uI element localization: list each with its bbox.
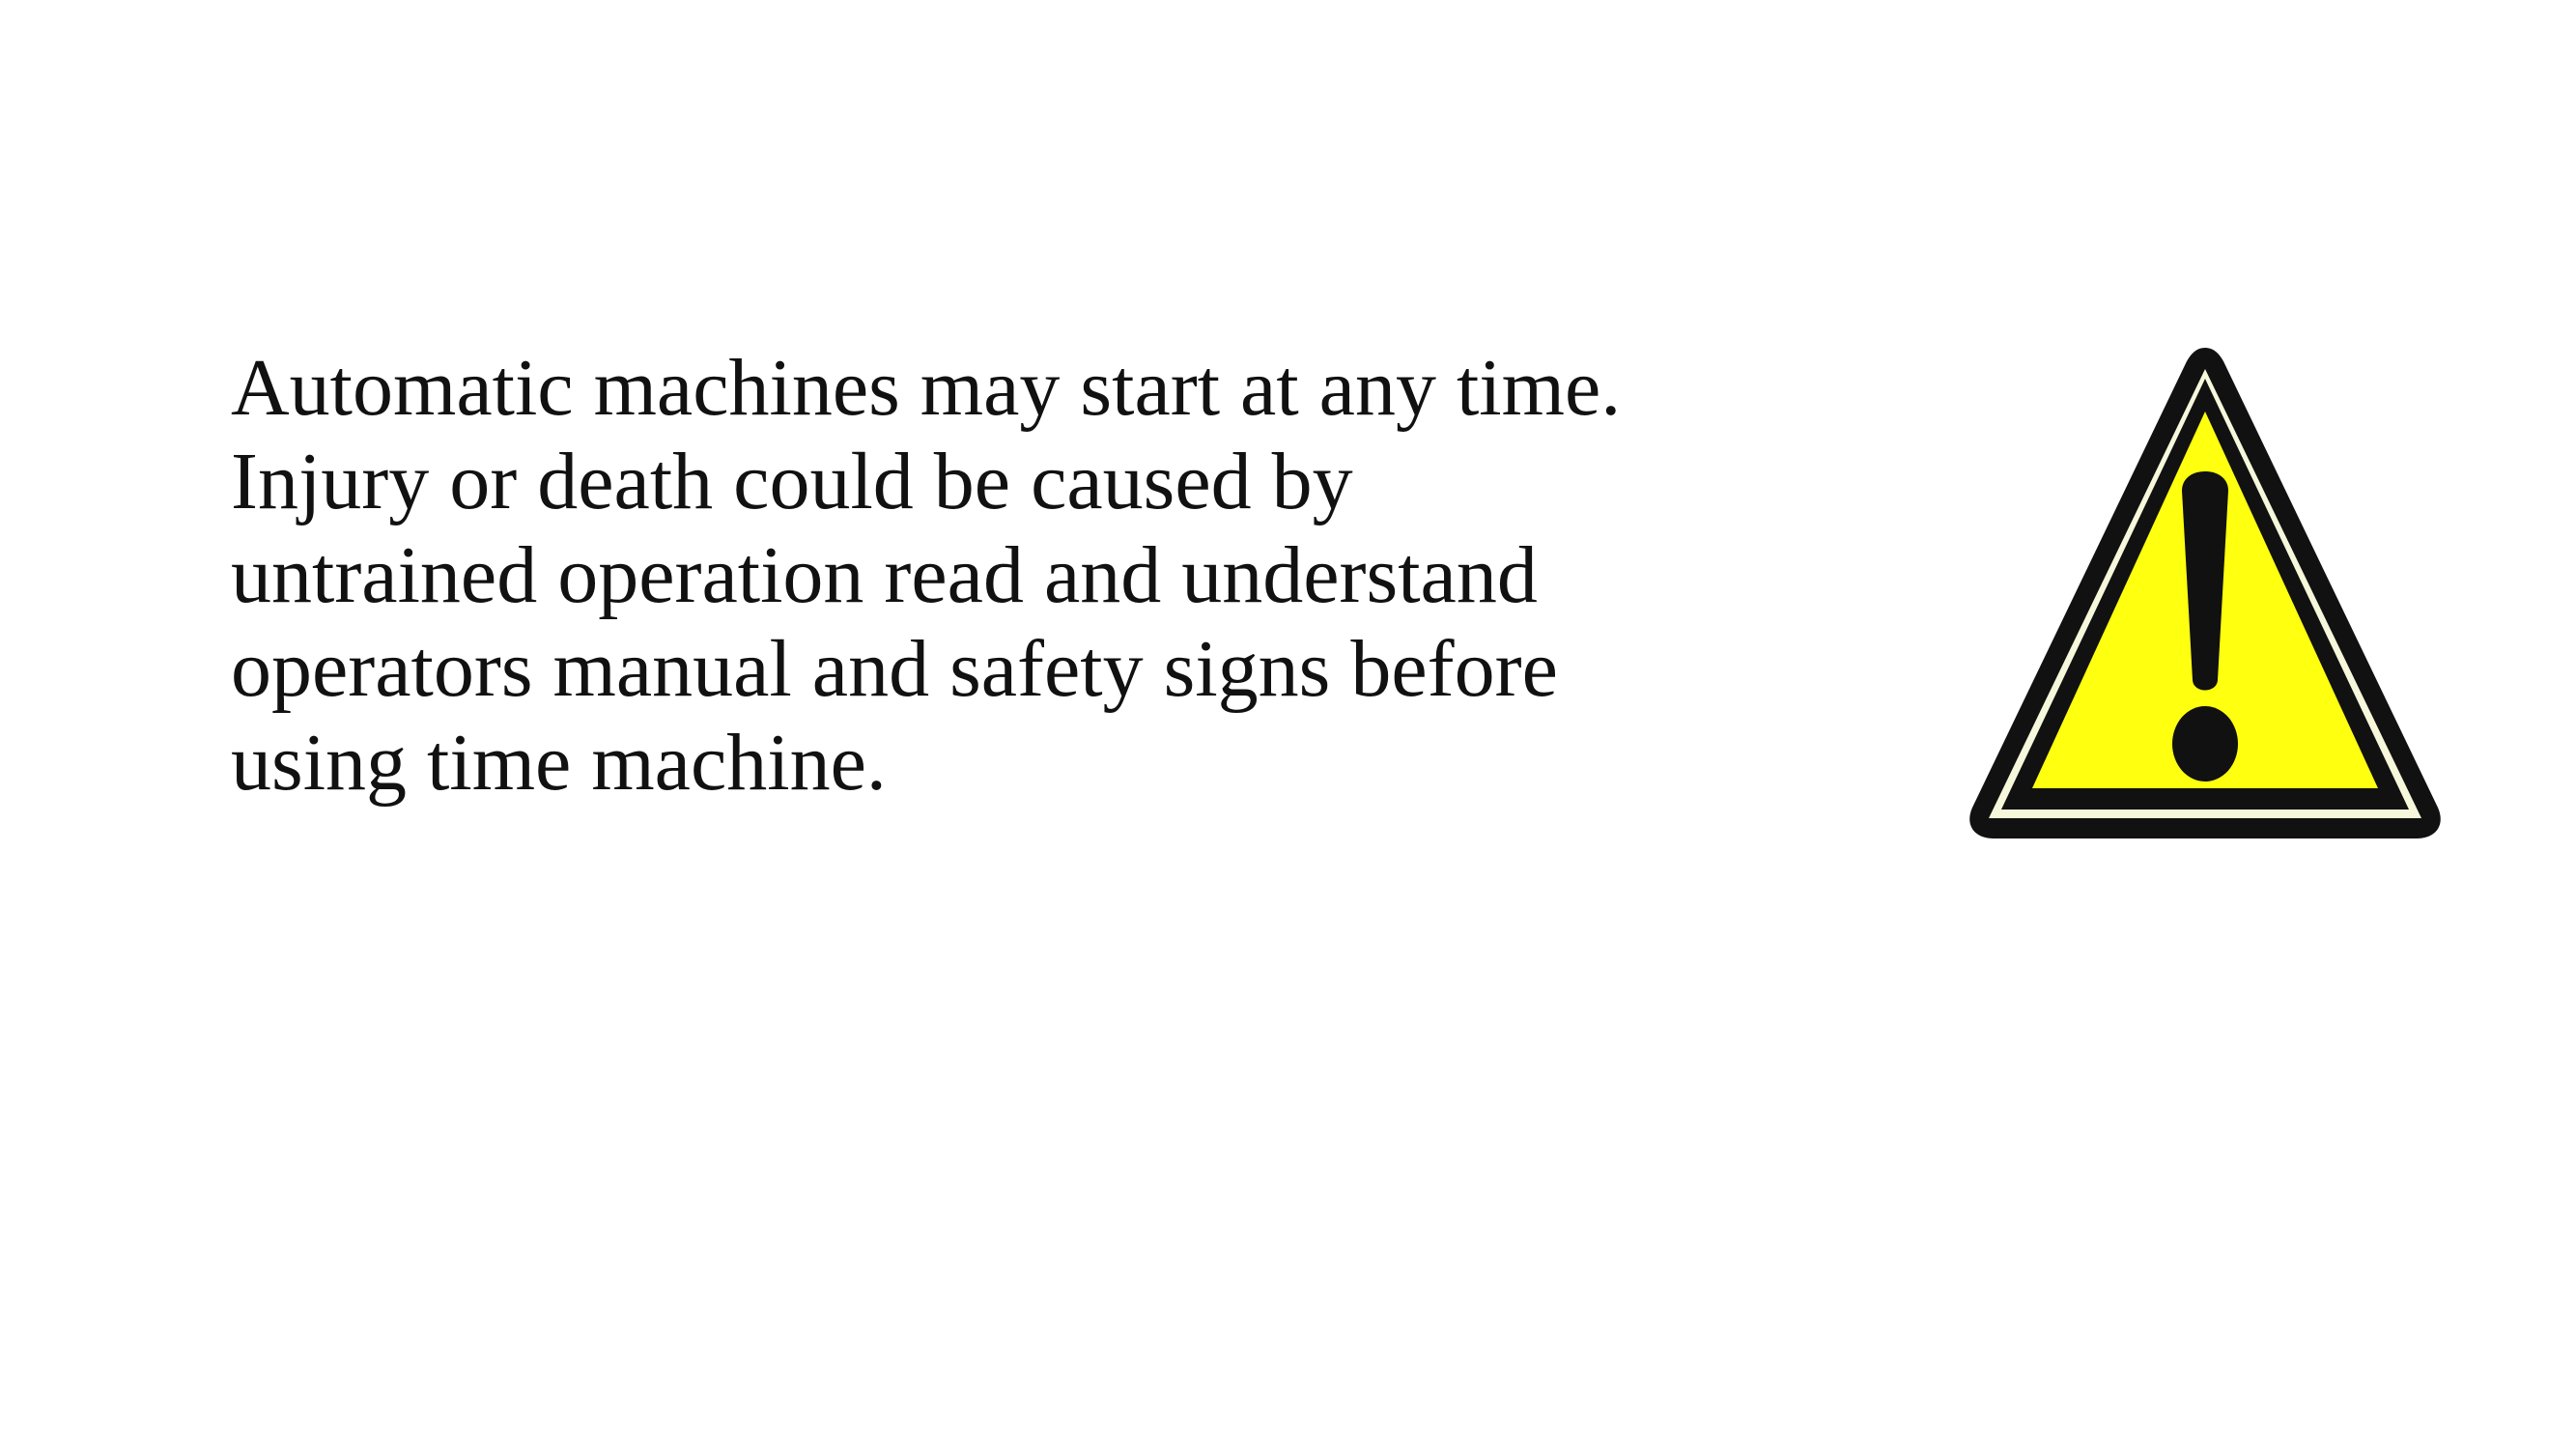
warning-line-3: untrained operation read and understand bbox=[231, 530, 1538, 620]
warning-line-1: Automatic machines may start at any time. bbox=[231, 343, 1622, 433]
warning-line-5: using time machine. bbox=[231, 718, 887, 808]
warning-line-4: operators manual and safety signs before bbox=[231, 624, 1558, 714]
warning-line-2: Injury or death could be caused by bbox=[231, 437, 1353, 526]
exclamation-mark-dot bbox=[2172, 706, 2238, 781]
warning-triangle-icon bbox=[1968, 340, 2442, 842]
warning-message bbox=[231, 341, 1776, 810]
